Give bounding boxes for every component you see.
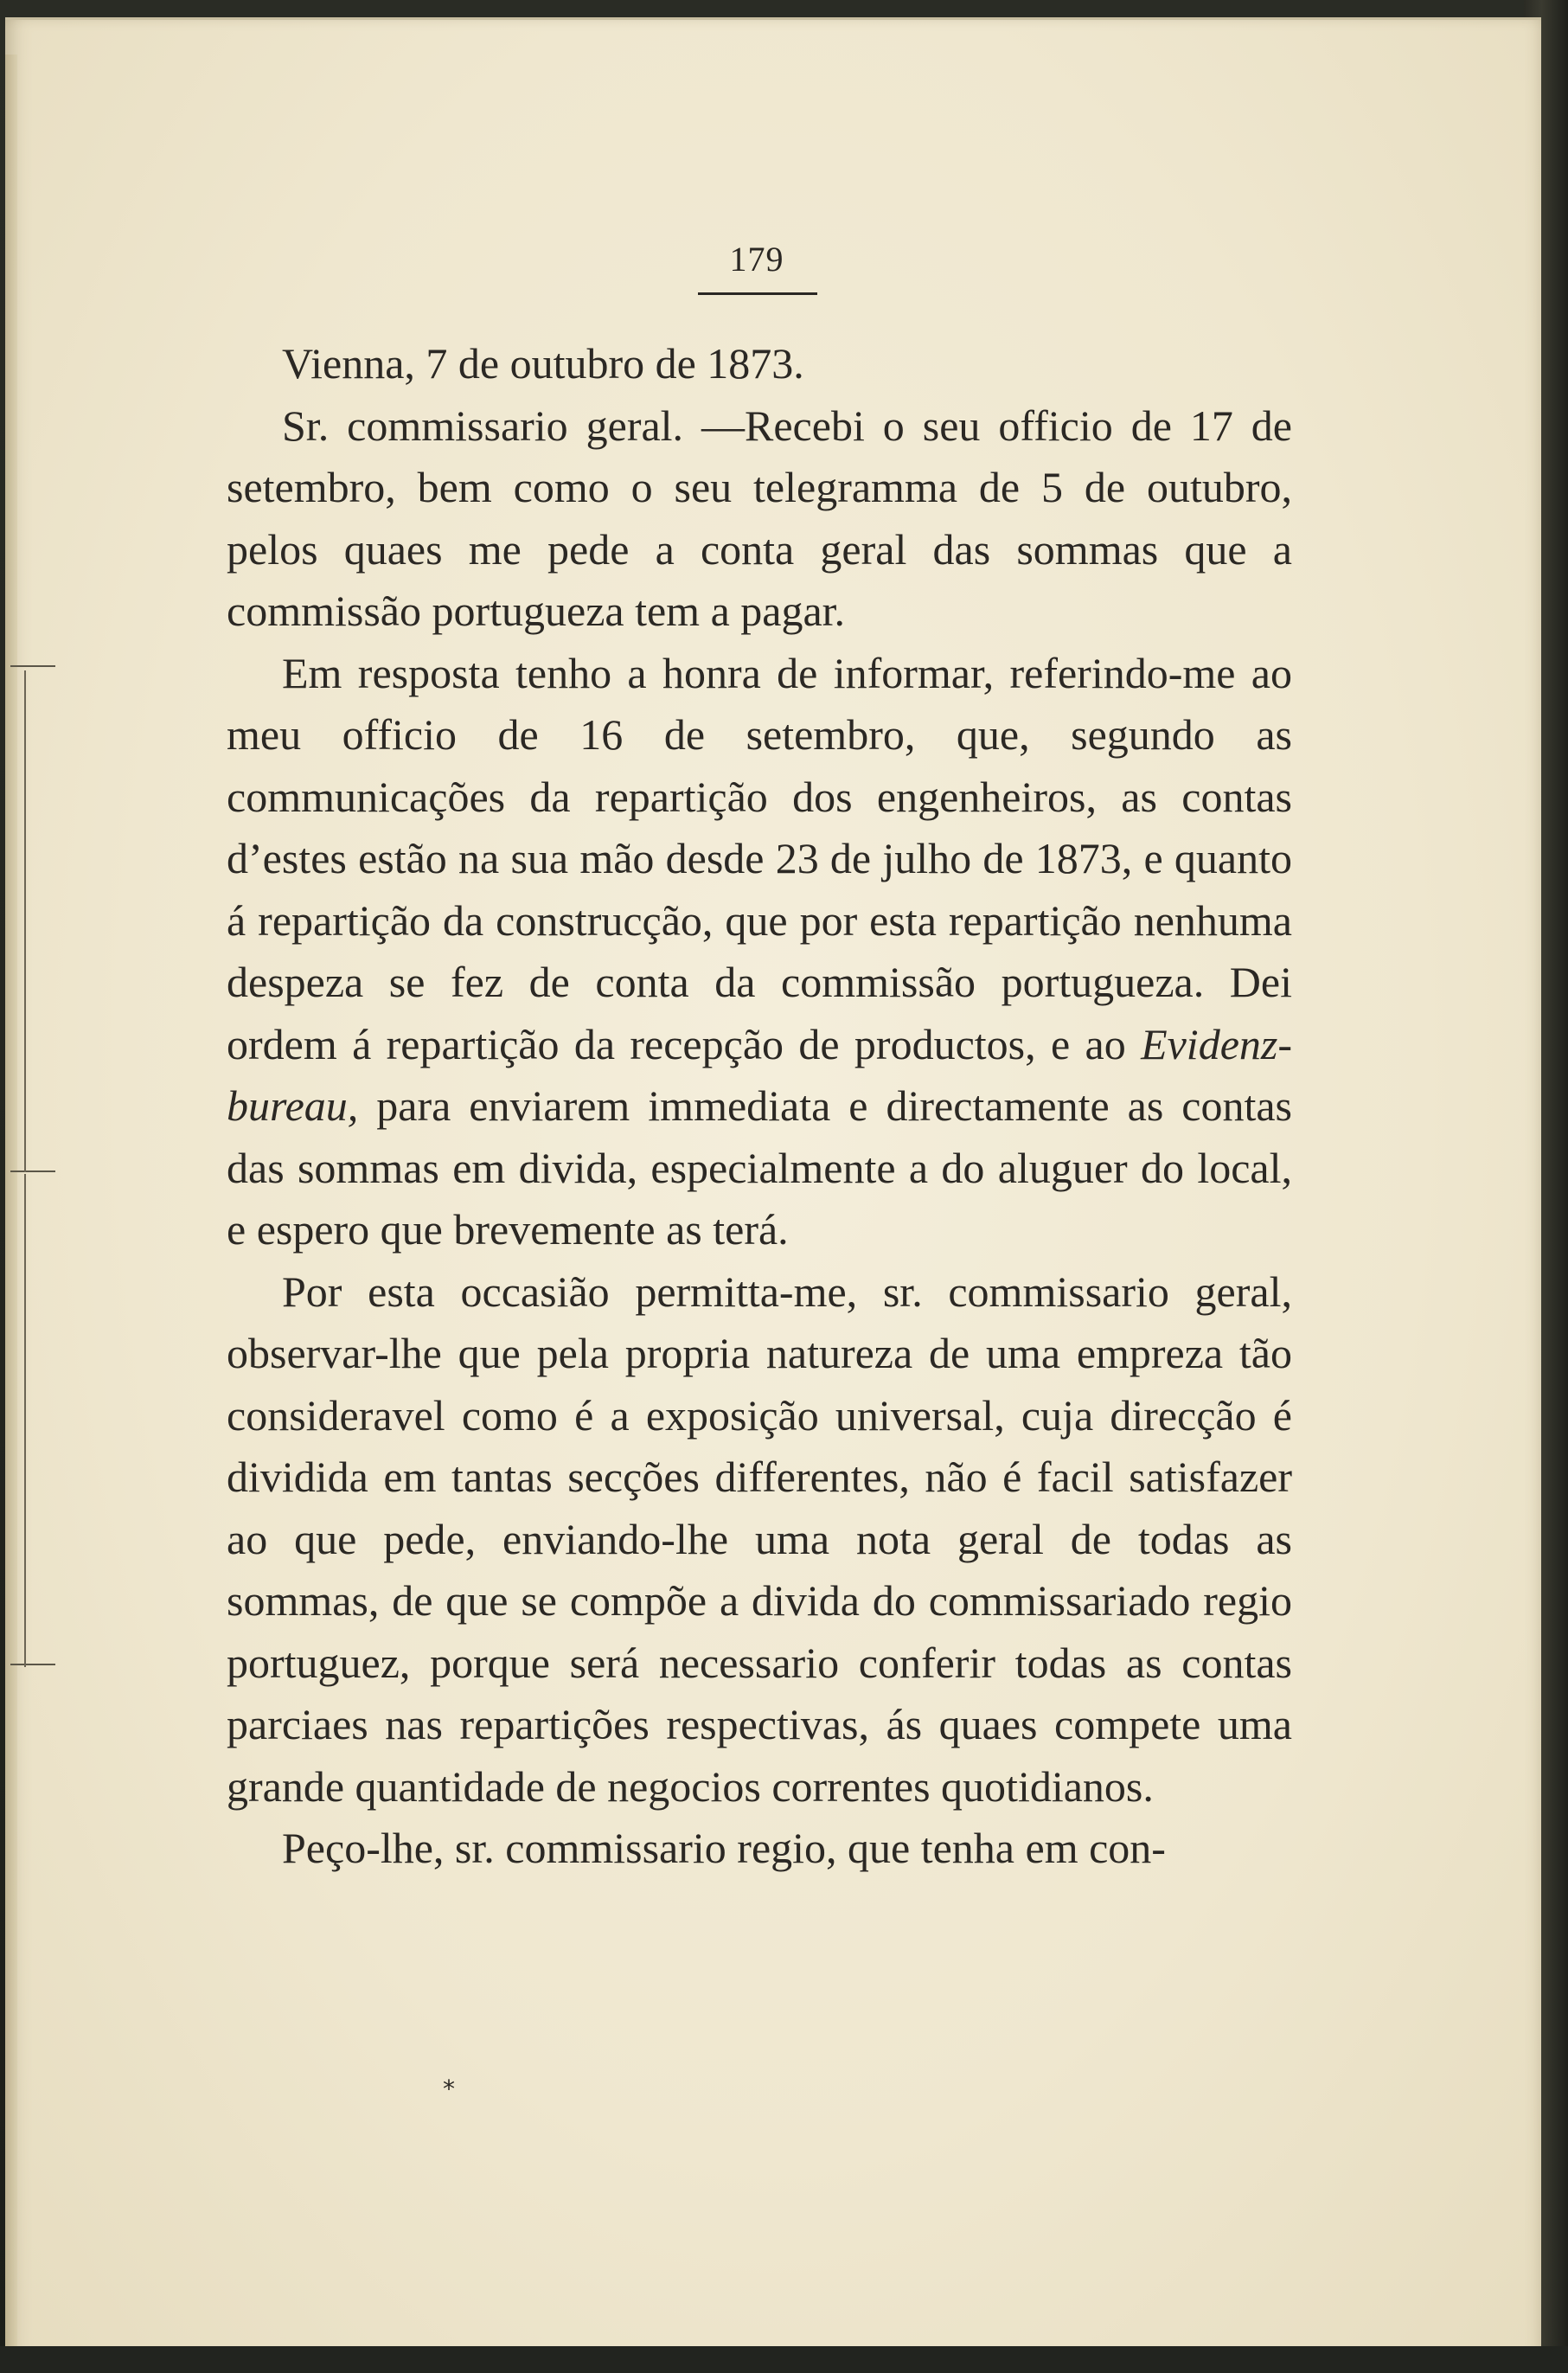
letter-body [227,333,1292,1880]
paragraph [227,643,1292,1261]
binding-thread [24,670,26,1172]
dateline: Vienna, 7 de outubro de 1873. [282,339,804,388]
binding-thread [24,1174,26,1667]
page-number-rule [698,292,817,295]
scan-bottom-edge [0,2346,1568,2373]
paragraph-text: Em resposta tenho a honra de informar, referindo-me ao meu officio de 16 de setembro, que, segundo as communicações da repartição dos engenheiros, as contas d’estes estão na sua mão desde 23 de julho de 1873, e quanto á repartição da construcção, que por esta repartição nenhuma despeza se fez de conta da commissão portugueza. Dei ordem á repartição da recepção de productos, e ao [227,648,1292,1068]
paragraph: Peço-lhe, sr. commissario regio, que tenha em con- [282,1824,1166,1872]
italic-term: Evidenz-bureau, [227,1019,1292,1130]
binding-thread [10,1664,55,1665]
binding-thread [10,665,55,667]
page-gutter [5,55,17,2373]
paragraph-text: para enviarem immediata e directamente as contas das sommas em divida, especialmente a do aluguer do local, e espero que brevemente as terá. [227,1081,1292,1254]
paragraph: Sr. commissario geral. —Recebi o seu officio de 17 de setembro, bem como o seu telegramma de 5 de outubro, pelos quaes me pede a conta geral das sommas que a commissão portugueza tem a pagar. [227,401,1292,635]
binding-thread [10,1170,55,1172]
signature-mark: * [443,2075,455,2103]
paragraph: Por esta occasião permitta-me, sr. commissario geral, observar-lhe que pela propria natureza de uma empreza tão consideravel como é a exposição universal, cuja direcção é dividida em tantas secções differentes, não é facil satisfazer ao que pede, enviando-lhe uma nota geral de todas as sommas, de que se compõe a divida do commissariado regio portuguez, porque será necessario conferir todas as contas parciaes nas repartições respectivas, ás quaes compete uma grande quantidade de negocios correntes quotidianos. [227,1267,1292,1811]
page-number: 179 [729,240,784,279]
